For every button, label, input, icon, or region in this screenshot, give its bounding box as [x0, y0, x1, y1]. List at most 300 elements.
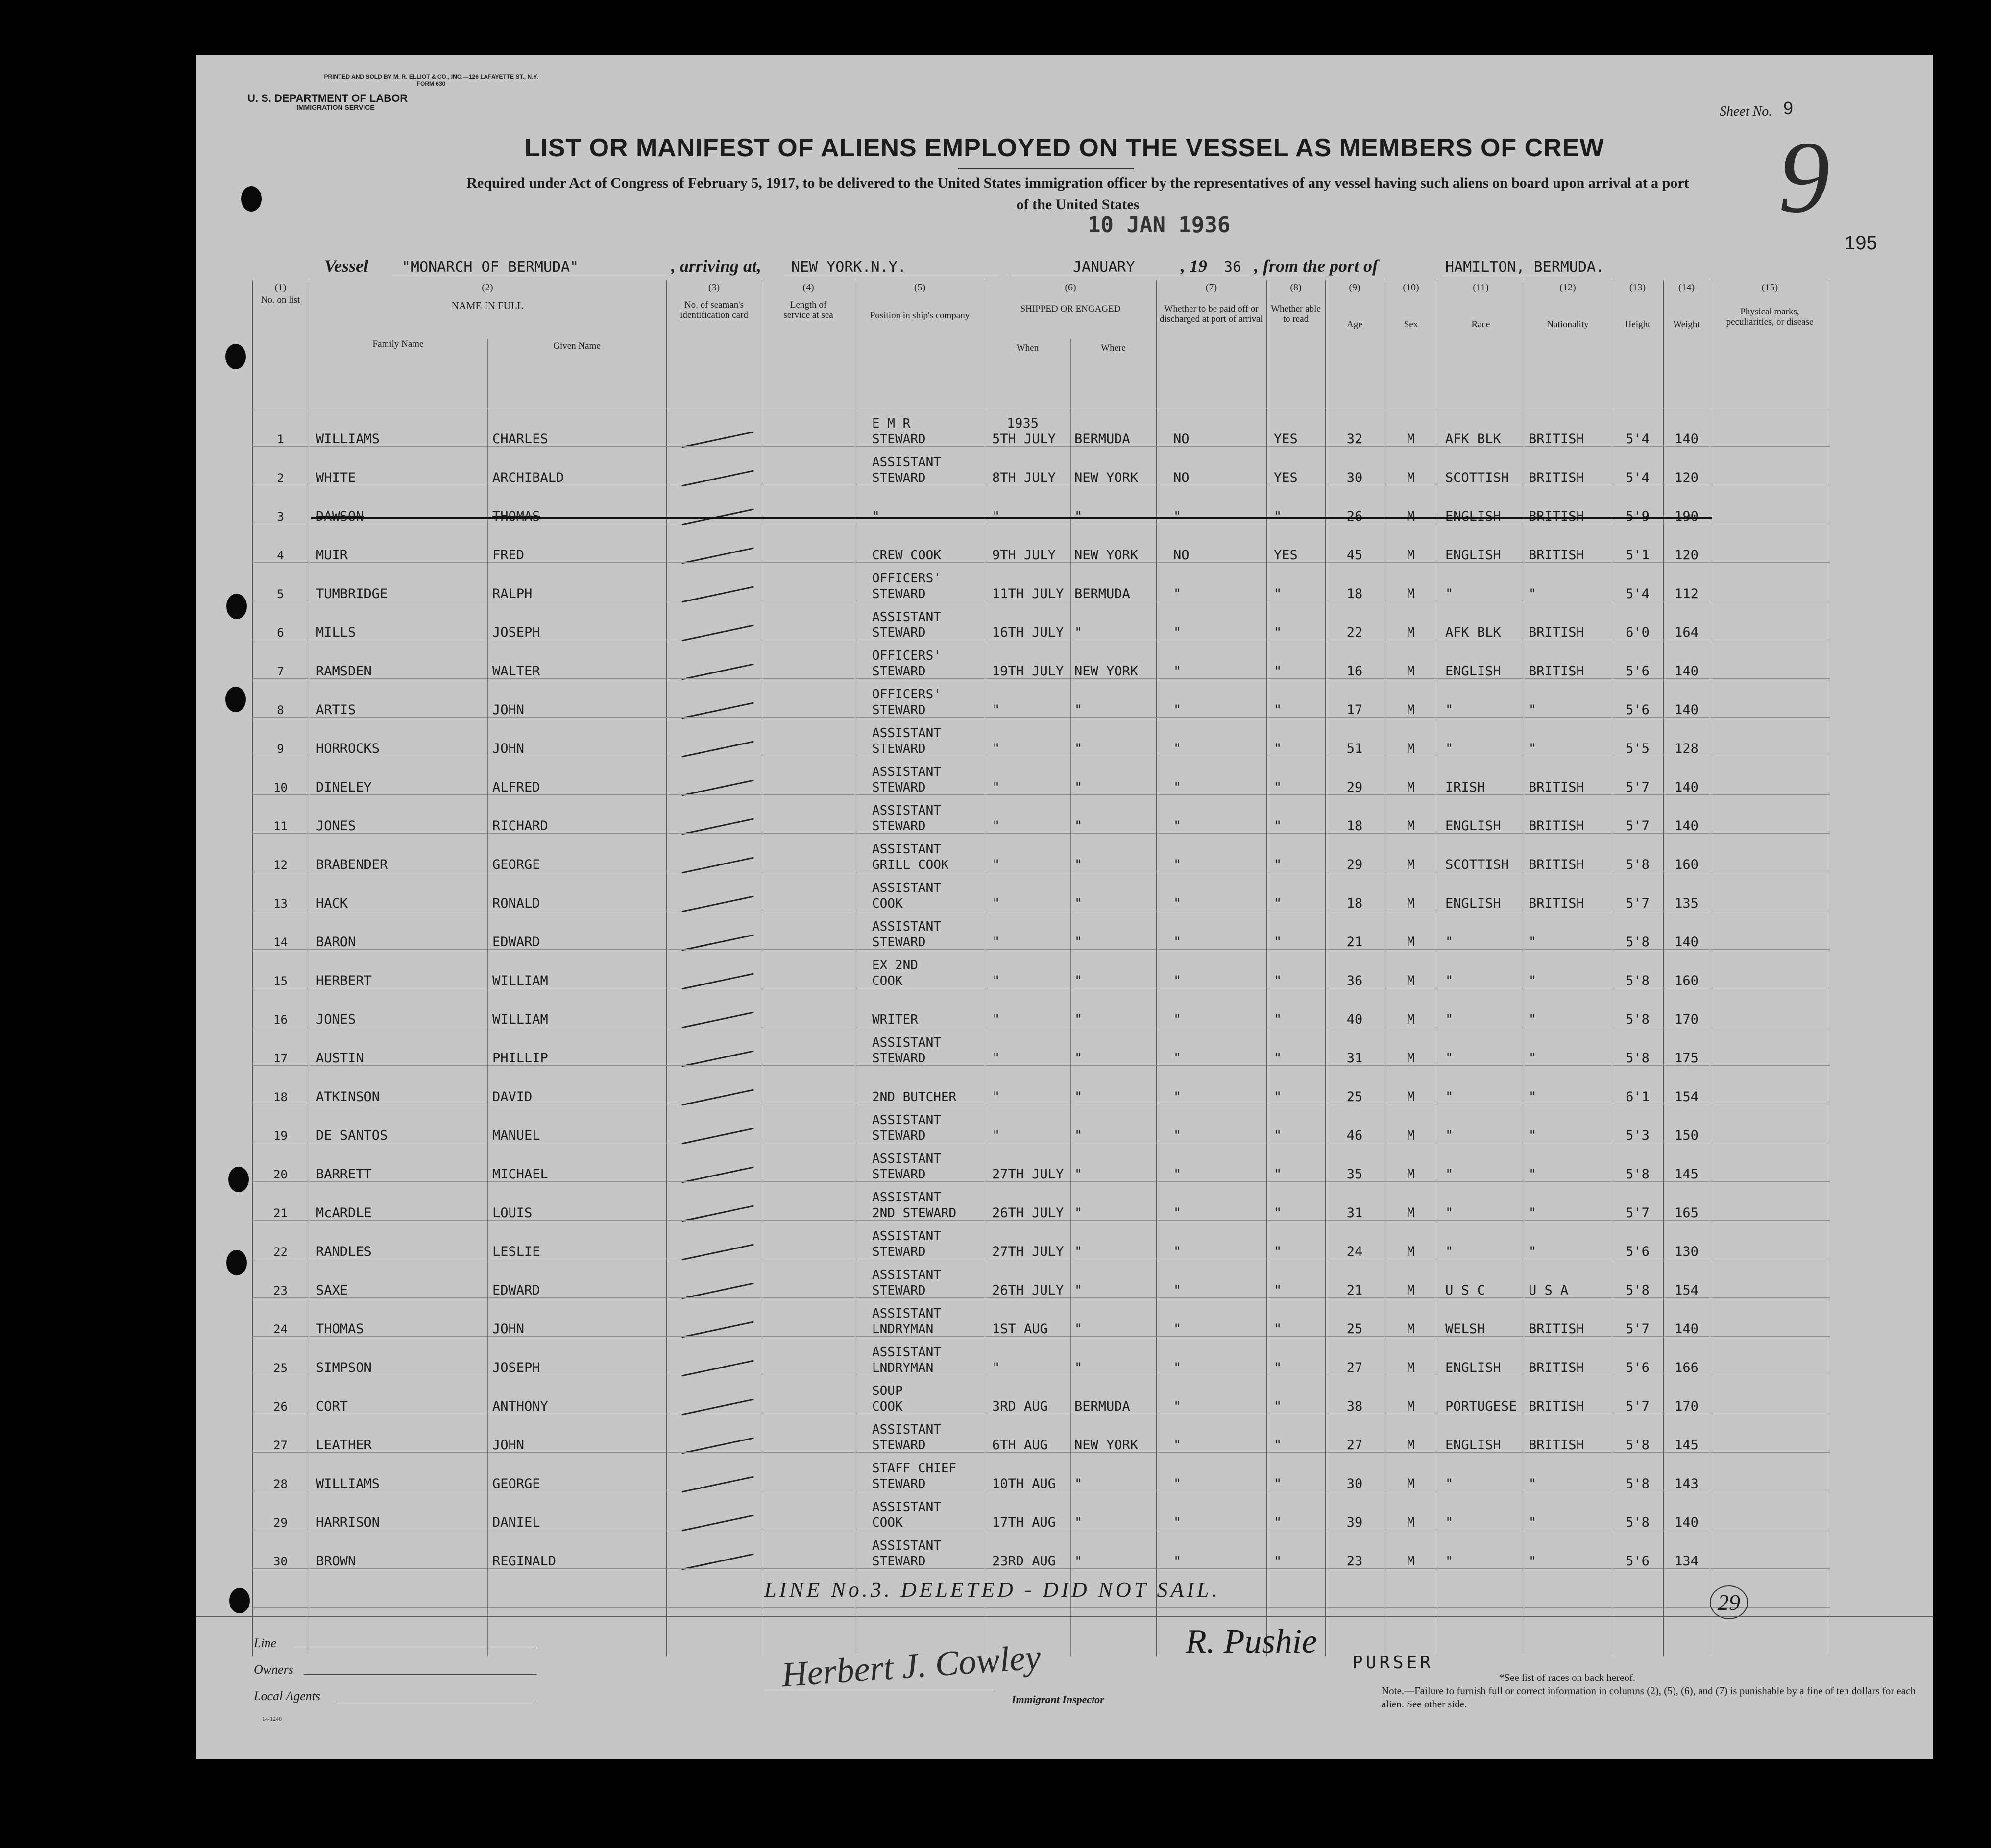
col-6-number: (6): [1065, 282, 1076, 293]
paid-off: ": [1173, 1128, 1182, 1143]
col-8-number: (8): [1290, 282, 1302, 293]
shipped-where: ": [1074, 818, 1083, 834]
able-to-read: YES: [1274, 432, 1298, 447]
purser-signature: R. Pushie: [1186, 1623, 1317, 1660]
paid-off: ": [1173, 1554, 1182, 1569]
paid-off: ": [1173, 1012, 1182, 1027]
race: ENGLISH: [1445, 664, 1501, 679]
position-line-1: OFFICERS': [872, 648, 941, 663]
shipped-when: 26TH JULY: [992, 1205, 1064, 1221]
col-4-number: (4): [802, 282, 814, 293]
nationality: BRITISH: [1529, 896, 1584, 911]
height: 5'8: [1626, 1167, 1650, 1182]
department-name: U. S. DEPARTMENT OF LABOR: [247, 92, 408, 104]
race: ": [1445, 586, 1454, 601]
position-line-2: STEWARD: [872, 664, 926, 679]
position-line-1: ASSISTANT: [872, 1268, 941, 1282]
position-line-1: ASSISTANT: [872, 1306, 941, 1321]
weight: 160: [1675, 857, 1699, 872]
paid-off: ": [1173, 818, 1182, 834]
arrival-month: JANUARY: [1073, 259, 1135, 276]
sex: M: [1407, 1360, 1415, 1375]
paid-off: ": [1173, 1321, 1182, 1337]
given-name: EDWARD: [492, 1283, 540, 1298]
row-number: 3: [277, 510, 284, 524]
shipped-where: BERMUDA: [1074, 432, 1130, 447]
age: 24: [1346, 1244, 1363, 1259]
family-name: DE SANTOS: [316, 1128, 388, 1143]
family-name: THOMAS: [316, 1321, 364, 1337]
shipped-where: ": [1074, 935, 1083, 950]
able-to-read: ": [1274, 741, 1282, 756]
paid-off: ": [1173, 1244, 1182, 1259]
row-number: 9: [277, 742, 284, 756]
position-line-1: ASSISTANT: [872, 1190, 941, 1205]
footer-owners-rule: [304, 1674, 536, 1675]
departure-port: HAMILTON, BERMUDA.: [1445, 259, 1605, 276]
paid-off: ": [1173, 857, 1182, 872]
age: 30: [1346, 1476, 1363, 1491]
family-name: McARDLE: [316, 1205, 372, 1221]
weight: 170: [1675, 1399, 1699, 1414]
given-name: THOMAS: [492, 509, 540, 524]
nationality: BRITISH: [1529, 857, 1584, 872]
position-line-2: STEWARD: [872, 703, 926, 718]
sex: M: [1407, 625, 1415, 640]
shipped-where: ": [1074, 973, 1083, 988]
col-header-list-no: No. on list: [261, 295, 300, 305]
purser-label: PURSER: [1352, 1653, 1434, 1673]
col-9-number: (9): [1349, 282, 1360, 293]
shipped-where: ": [1074, 1244, 1083, 1259]
family-name: CORT: [316, 1399, 348, 1414]
family-name: HERBERT: [316, 973, 372, 988]
able-to-read: ": [1274, 1360, 1282, 1375]
age: 40: [1346, 1012, 1363, 1027]
race: ": [1445, 1476, 1454, 1491]
col-header-when: When: [1016, 343, 1039, 353]
nationality: BRITISH: [1529, 509, 1584, 524]
race: ": [1445, 1244, 1454, 1259]
weight: 140: [1675, 935, 1699, 950]
age: 39: [1346, 1515, 1363, 1530]
weight: 140: [1675, 432, 1699, 447]
paid-off: ": [1173, 702, 1182, 718]
nationality: BRITISH: [1529, 625, 1584, 640]
race: ": [1445, 1554, 1454, 1569]
col-header-id-card: No. of seaman's identification card: [680, 300, 748, 320]
shipped-when: ": [992, 1128, 1000, 1143]
height: 5'8: [1626, 935, 1650, 950]
ruled-line: [252, 1065, 1830, 1066]
able-to-read: ": [1274, 1205, 1282, 1221]
age: 27: [1346, 1360, 1363, 1375]
col-13-number: (13): [1629, 282, 1646, 293]
paid-off: ": [1173, 973, 1182, 988]
id-card-mark: [681, 1360, 753, 1376]
shipped-where: ": [1074, 1205, 1083, 1221]
able-to-read: ": [1274, 896, 1282, 911]
shipped-where: ": [1074, 625, 1083, 640]
race: ": [1445, 702, 1454, 718]
family-name: JONES: [316, 818, 356, 834]
able-to-read: ": [1274, 780, 1282, 795]
family-name: SAXE: [316, 1283, 348, 1298]
able-to-read: ": [1274, 1476, 1282, 1491]
ruled-line: [252, 949, 1830, 950]
shipped-where: ": [1074, 1167, 1083, 1182]
height: 5'6: [1626, 1360, 1650, 1375]
col-5-number: (5): [914, 282, 926, 293]
given-name: LESLIE: [492, 1244, 540, 1259]
weight: 112: [1675, 586, 1699, 601]
ruled-line: [252, 833, 1830, 834]
given-name: MICHAEL: [492, 1167, 548, 1182]
position-line-2: STEWARD: [872, 742, 926, 756]
col-header-shipped: SHIPPED OR ENGAGED: [1020, 304, 1121, 314]
shipped-where: ": [1074, 1321, 1083, 1337]
able-to-read: ": [1274, 935, 1282, 950]
col-header-where: Where: [1101, 343, 1126, 353]
height: 5'8: [1626, 1438, 1650, 1453]
binder-hole: [228, 1167, 249, 1192]
col-11-number: (11): [1473, 282, 1489, 293]
shipped-where: NEW YORK: [1074, 664, 1139, 679]
weight: 140: [1675, 664, 1699, 679]
col-header-position: Position in ship's company: [870, 311, 970, 321]
paid-off: NO: [1173, 470, 1190, 485]
id-card-mark: [681, 1011, 753, 1028]
from-port-label: , from the port of: [1254, 256, 1379, 276]
given-name: JOHN: [492, 741, 525, 756]
shipped-where: ": [1074, 741, 1083, 756]
height: 5'1: [1626, 548, 1650, 563]
age: 18: [1346, 586, 1363, 601]
id-card-mark: [681, 1166, 753, 1183]
shipped-when: ": [992, 1012, 1000, 1027]
height: 5'4: [1626, 470, 1650, 485]
position-line-1: STAFF CHIEF: [872, 1461, 957, 1476]
inspector-label: Immigrant Inspector: [1012, 1693, 1104, 1705]
row-number: 12: [273, 858, 288, 872]
able-to-read: ": [1274, 1438, 1282, 1453]
ruled-line: [252, 717, 1830, 718]
race: AFK BLK: [1445, 432, 1501, 447]
age: 26: [1346, 509, 1363, 524]
row-number: 2: [277, 471, 284, 485]
given-name: RICHARD: [492, 818, 548, 834]
position-line-2: GRILL COOK: [872, 858, 949, 872]
given-name: JOSEPH: [492, 1360, 540, 1375]
height: 6'0: [1626, 625, 1650, 640]
sex: M: [1407, 1476, 1415, 1491]
weight: 120: [1675, 470, 1699, 485]
paid-off: ": [1173, 1283, 1182, 1298]
race: U S C: [1445, 1283, 1485, 1298]
weight: 145: [1675, 1167, 1699, 1182]
race: ENGLISH: [1445, 1360, 1501, 1375]
family-name: JONES: [316, 1012, 356, 1027]
row-number: 6: [277, 626, 284, 640]
able-to-read: ": [1274, 818, 1282, 834]
weight: 135: [1675, 896, 1699, 911]
position-line-2: COOK: [872, 896, 903, 911]
able-to-read: ": [1274, 1128, 1282, 1143]
shipped-where: ": [1074, 1012, 1083, 1027]
paid-off: ": [1173, 1438, 1182, 1453]
family-name: ARTIS: [316, 702, 356, 718]
shipped-where: ": [1074, 1554, 1083, 1569]
sex: M: [1407, 702, 1415, 718]
vessel-label: Vessel: [324, 256, 368, 276]
sex: M: [1407, 1244, 1415, 1259]
age: 31: [1346, 1205, 1363, 1221]
row-number: 30: [273, 1555, 288, 1568]
sex: M: [1407, 1283, 1415, 1298]
ruled-line: [252, 1607, 1830, 1608]
race: ENGLISH: [1445, 896, 1501, 911]
position-line-2: ": [872, 509, 880, 524]
vessel-name: "MONARCH OF BERMUDA": [402, 259, 579, 276]
shipped-when: 9TH JULY: [992, 548, 1056, 563]
nationality: ": [1529, 586, 1537, 601]
id-card-mark: [681, 1476, 753, 1492]
shipped-when: ": [992, 780, 1000, 795]
year-prefix: , 19: [1181, 256, 1207, 276]
row-number: 24: [273, 1322, 288, 1336]
sex: M: [1407, 818, 1415, 834]
shipped-when: ": [992, 509, 1000, 524]
race: ": [1445, 1515, 1454, 1530]
id-card-mark: [681, 1321, 753, 1338]
height: 5'8: [1626, 1283, 1650, 1298]
col-header-age: Age: [1347, 319, 1362, 330]
id-card-mark: [681, 1205, 753, 1222]
sex: M: [1407, 780, 1415, 795]
position-line-1: EX 2ND: [872, 958, 918, 973]
sex: M: [1407, 1515, 1415, 1530]
sex: M: [1407, 1051, 1415, 1066]
shipped-when: 26TH JULY: [992, 1283, 1064, 1298]
footer-divider: [196, 1616, 1933, 1617]
row-number: 28: [273, 1477, 288, 1491]
able-to-read: ": [1274, 1399, 1282, 1414]
date-stamp: 10 JAN 1936: [1088, 213, 1231, 238]
height: 5'8: [1626, 1476, 1650, 1491]
weight: 140: [1675, 1321, 1699, 1337]
weight: 128: [1675, 741, 1699, 756]
col-15-number: (15): [1761, 282, 1778, 293]
binder-hole: [226, 594, 247, 619]
deletion-strike-line: [311, 517, 1712, 519]
age: 31: [1346, 1051, 1363, 1066]
position-line-2: COOK: [872, 974, 903, 988]
position-line-2: STEWARD: [872, 587, 926, 601]
ruled-line: [252, 1181, 1830, 1182]
nationality: BRITISH: [1529, 818, 1584, 834]
age: 45: [1346, 548, 1363, 563]
able-to-read: YES: [1274, 470, 1298, 485]
shipped-when: ": [992, 935, 1000, 950]
nationality: ": [1529, 702, 1537, 718]
sex: M: [1407, 1089, 1415, 1104]
shipped-where: ": [1074, 1128, 1083, 1143]
race: ": [1445, 1051, 1454, 1066]
col-header-given-name: Given Name: [553, 341, 601, 351]
position-line-2: STEWARD: [872, 432, 926, 447]
race: PORTUGESE: [1445, 1399, 1517, 1414]
age: 25: [1346, 1321, 1363, 1337]
paid-off: ": [1173, 935, 1182, 950]
family-name: WILLIAMS: [316, 432, 380, 447]
race: ENGLISH: [1445, 509, 1501, 524]
age: 29: [1346, 857, 1363, 872]
given-name: FRED: [492, 548, 525, 563]
nationality: ": [1529, 1244, 1537, 1259]
binder-hole: [226, 1250, 247, 1275]
race: IRISH: [1445, 780, 1485, 795]
sex: M: [1407, 973, 1415, 988]
row-number: 10: [273, 781, 288, 794]
position-line-2: STEWARD: [872, 819, 926, 834]
nationality: ": [1529, 1128, 1537, 1143]
position-line-2: 2ND STEWARD: [872, 1206, 957, 1221]
weight: 154: [1675, 1283, 1699, 1298]
age: 32: [1346, 432, 1363, 447]
race: ": [1445, 1089, 1454, 1104]
penalty-note: Note.—Failure to furnish full or correct information in columns (2), (5), (6), and (7) is punishable by a fine of ten dollars for each alien. See other side.: [1382, 1685, 1916, 1710]
family-name: SIMPSON: [316, 1360, 372, 1375]
race: ": [1445, 741, 1454, 756]
id-card-mark: [681, 1553, 753, 1570]
shipped-when: 6TH AUG: [992, 1438, 1048, 1453]
paid-off: ": [1173, 1051, 1182, 1066]
able-to-read: ": [1274, 1089, 1282, 1104]
age: 22: [1346, 625, 1363, 640]
age: 17: [1346, 702, 1363, 718]
race: ": [1445, 973, 1454, 988]
position-line-1: SOUP: [872, 1384, 903, 1398]
position-line-2: STEWARD: [872, 471, 926, 485]
family-name: RAMSDEN: [316, 664, 372, 679]
sheet-label: Sheet No.: [1720, 104, 1772, 119]
age: 27: [1346, 1438, 1363, 1453]
row-number: 26: [273, 1400, 288, 1414]
shipped-when: 27TH JULY: [992, 1244, 1064, 1259]
position-line-2: STEWARD: [872, 625, 926, 640]
col-header-name: NAME IN FULL: [451, 300, 524, 312]
sex: M: [1407, 548, 1415, 563]
crew-table: [252, 280, 1830, 1656]
able-to-read: ": [1274, 1515, 1282, 1530]
able-to-read: ": [1274, 1167, 1282, 1182]
position-line-2: COOK: [872, 1399, 903, 1414]
weight: 140: [1675, 1515, 1699, 1530]
handwritten-sheet-number: 9: [1778, 120, 1830, 234]
family-name: MILLS: [316, 625, 356, 640]
nationality: ": [1529, 741, 1537, 756]
shipped-when: 1ST AUG: [992, 1321, 1048, 1337]
given-name: JOHN: [492, 702, 525, 718]
printer-line: PRINTED AND SOLD BY M. R. ELLIOT & CO., INC.—126 LAFAYETTE ST., N.Y.: [324, 73, 538, 80]
weight: 150: [1675, 1128, 1699, 1143]
id-card-mark: [681, 973, 753, 989]
able-to-read: ": [1274, 586, 1282, 601]
footer-form-code: 14-1240: [262, 1715, 282, 1722]
department-heading: [247, 93, 502, 111]
shipped-where: ": [1074, 1051, 1083, 1066]
col-header-nationality: Nationality: [1547, 319, 1589, 330]
shipped-where: ": [1074, 857, 1083, 872]
shipped-when: ": [992, 973, 1000, 988]
row-number: 16: [273, 1013, 288, 1027]
printer-imprint: [245, 73, 617, 87]
given-name: EDWARD: [492, 935, 540, 950]
page-number: 195: [1845, 232, 1877, 254]
weight: 140: [1675, 780, 1699, 795]
weight: 190: [1675, 509, 1699, 524]
position-line-2: STEWARD: [872, 1554, 926, 1569]
sex: M: [1407, 432, 1415, 447]
family-name: HACK: [316, 896, 348, 911]
ruled-line: [252, 794, 1830, 795]
able-to-read: ": [1274, 1321, 1282, 1337]
age: 25: [1346, 1089, 1363, 1104]
nationality: BRITISH: [1529, 1438, 1584, 1453]
position-line-1: ASSISTANT: [872, 1345, 941, 1360]
requirement-text: [294, 172, 1862, 216]
position-line-2: STEWARD: [872, 1477, 926, 1491]
id-card-mark: [681, 857, 753, 873]
row-number: 22: [273, 1245, 288, 1259]
position-line-1: ASSISTANT: [872, 881, 941, 895]
paid-off: ": [1173, 896, 1182, 911]
shipped-where: ": [1074, 896, 1083, 911]
given-name: ALFRED: [492, 780, 540, 795]
age: 36: [1346, 973, 1363, 988]
row-number: 1: [277, 432, 284, 446]
shipped-where: ": [1074, 1515, 1083, 1530]
position-line-1: OFFICERS': [872, 571, 941, 586]
sex: M: [1407, 1012, 1415, 1027]
weight: 175: [1675, 1051, 1699, 1066]
nationality: ": [1529, 973, 1537, 988]
race: SCOTTISH: [1445, 857, 1509, 872]
family-name: WHITE: [316, 470, 356, 485]
ruled-line: [252, 1220, 1830, 1221]
height: 5'6: [1626, 1244, 1650, 1259]
able-to-read: ": [1274, 625, 1282, 640]
position-line-2: STEWARD: [872, 1167, 926, 1182]
weight: 134: [1675, 1554, 1699, 1569]
given-name: JOHN: [492, 1438, 525, 1453]
id-card-mark: [681, 1514, 753, 1531]
nationality: ": [1529, 1205, 1537, 1221]
race: AFK BLK: [1445, 625, 1501, 640]
position-line-1: ASSISTANT: [872, 842, 941, 857]
id-card-mark: [681, 934, 753, 951]
able-to-read: ": [1274, 1051, 1282, 1066]
weight: 170: [1675, 1012, 1699, 1027]
shipped-when: ": [992, 896, 1000, 911]
height: 5'6: [1626, 664, 1650, 679]
department-sub: IMMIGRATION SERVICE: [296, 103, 375, 111]
able-to-read: ": [1274, 973, 1282, 988]
given-name: RALPH: [492, 586, 533, 601]
col-header-physical-marks: Physical marks, peculiarities, or disease: [1726, 307, 1814, 327]
col-header-height: Height: [1625, 319, 1651, 330]
ruled-line: [252, 678, 1830, 679]
